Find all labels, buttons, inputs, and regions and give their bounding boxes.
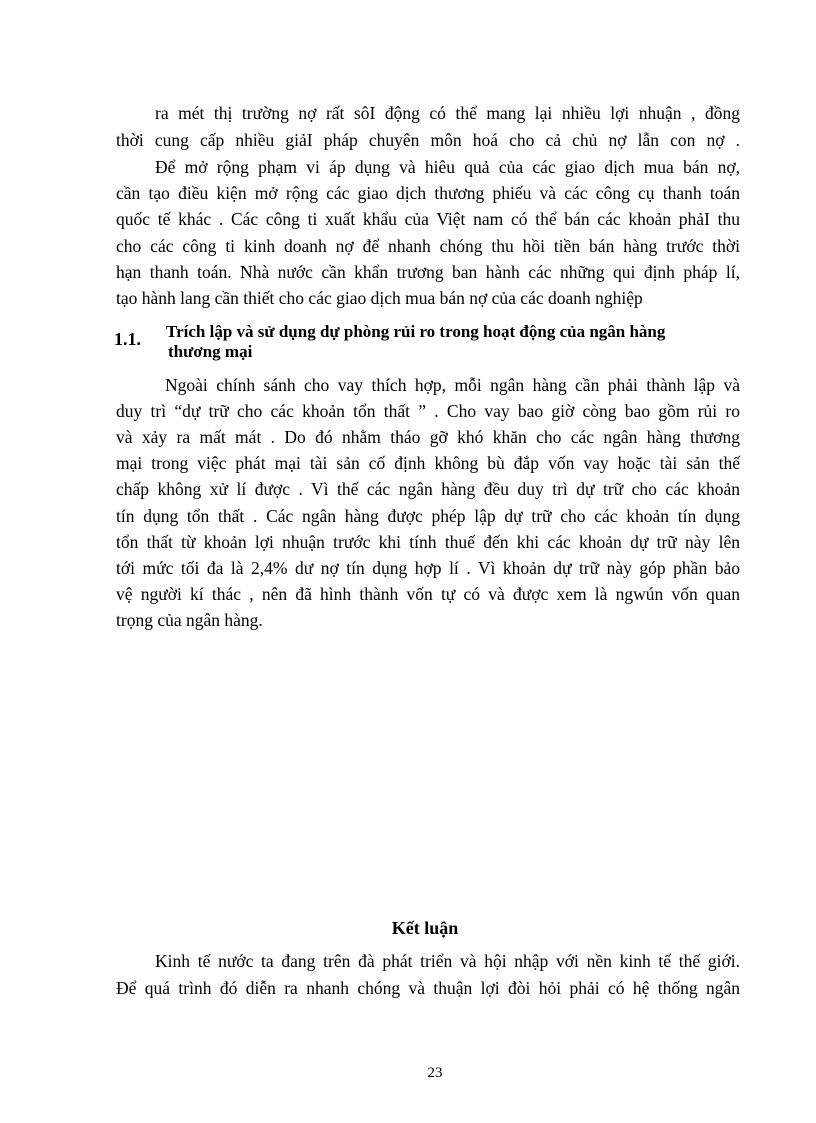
- paragraph-line: trọng của ngân hàng.: [116, 610, 263, 630]
- page-number: 23: [427, 1065, 443, 1081]
- section-title-line: thương mại: [168, 342, 253, 361]
- paragraph-line: chấp không xử lí được . Vì thế các ngân hàng đều duy trì dự trữ cho các khoản: [116, 479, 740, 499]
- paragraph-line: tới mức tối đa là 2,4% dư nợ tín dụng hợp lí . Vì khoản dự trữ này góp phần bảo: [116, 558, 740, 578]
- paragraph-line: duy trì “dự trữ cho các khoản tổn thất ” . Cho vay bao giờ còng bao gồm rủi ro: [116, 401, 740, 421]
- paragraph-line: Để mở rộng phạm vi áp dụng và hiêu quả của các giao dịch mua bán nợ,: [155, 157, 740, 177]
- paragraph-line: hạn thanh toán. Nhà nước cần khẩn trương ban hành các những qui định pháp lí,: [116, 262, 740, 282]
- paragraph-line: quốc tế khác . Các công ti xuất khẩu của Việt nam có thể bán các khoản phảI thu: [116, 209, 740, 229]
- paragraph-line: mại trong việc phát mại tài sản cố định không bù đắp vốn vay hoặc tài sản thế: [116, 453, 740, 473]
- paragraph-line: tổn thất từ khoản lợi nhuận trước khi tính thuế đến khi các khoản dự trữ này lên: [116, 532, 740, 552]
- paragraph-line: ra mét thị trường nợ rất sôI động có thể mang lại nhiều lợi nhuận , đồng: [155, 103, 740, 123]
- paragraph-line: và xảy ra mất mát . Do đó nhằm tháo gỡ khó khăn cho các ngân hàng thương: [116, 427, 740, 447]
- paragraph-line: cho các công ti kinh doanh nợ để nhanh chóng thu hồi tiền bán hàng trước thời: [116, 236, 740, 256]
- paragraph-line: tín dụng tổn thất . Các ngân hàng được phép lập dự trữ cho các khoản tín dụng: [116, 506, 740, 526]
- paragraph-line: Ngoài chính sánh cho vay thích hợp, mỗi ngân hàng cần phải thành lập và: [165, 375, 740, 395]
- section-title: [166, 322, 726, 362]
- conclusion-title: Kết luận: [391, 918, 459, 938]
- paragraph-line: Để quá trình đó diễn ra nhanh chóng và thuận lợi đòi hỏi phải có hệ thống ngân: [116, 978, 740, 998]
- paragraph-line: Kinh tế nước ta đang trên đà phát triển và hội nhập với nền kinh tế thế giới.: [155, 951, 740, 971]
- paragraph-line: vệ người kí thác , nên đã hình thành vốn tự có và được xem là ngwún vốn quan: [116, 584, 740, 604]
- section-title-line: Trích lập và sử dụng dự phòng rủi ro trong hoạt động của ngân hàng: [166, 322, 666, 341]
- section-number: 1.1.: [114, 329, 141, 349]
- paragraph-line: cần tạo điều kiện mở rộng các giao dịch thương phiếu và các công cụ thanh toán: [116, 183, 740, 203]
- paragraph-line: tạo hành lang cần thiết cho các giao dịch mua bán nợ của các doanh nghiệp: [116, 288, 643, 308]
- paragraph-line: thời cung cấp nhiều giảI pháp chuyên môn hoá cho cả chủ nợ lẫn con nợ .: [116, 130, 740, 150]
